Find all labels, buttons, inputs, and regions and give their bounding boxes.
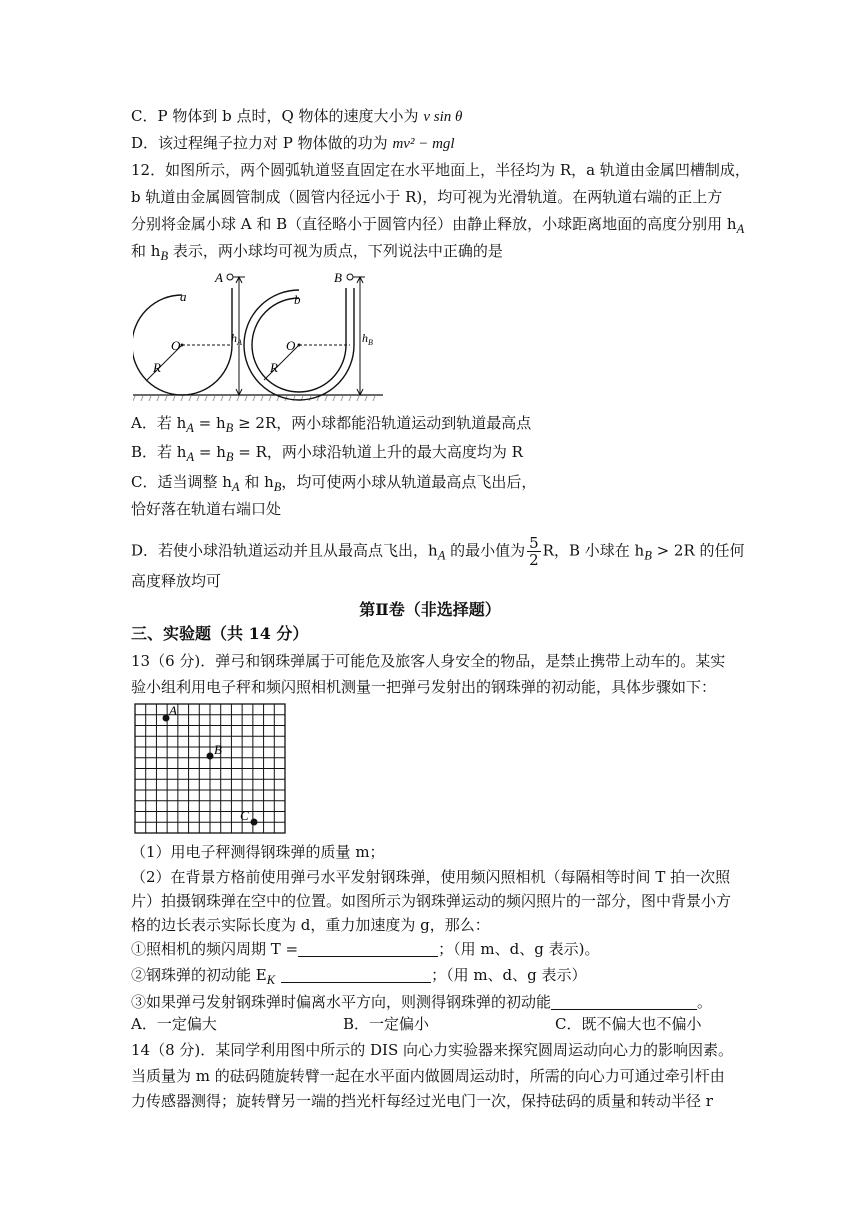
q13-sub3 — [131, 991, 712, 1013]
q12-option-d-2: 的最小值为 — [445, 541, 526, 560]
q12-option-b-1: B．若 h — [131, 443, 187, 461]
q12-option-c-2: 和 h — [239, 473, 274, 491]
part3-title: 三、实验题（共 14 分） — [131, 624, 309, 643]
q12-option-a-2: = h — [193, 414, 226, 432]
q11-option-d — [131, 132, 455, 155]
q12-stem-line4-sub: B — [160, 249, 169, 263]
q12-option-a-1: A．若 h — [131, 414, 187, 432]
q13-sub2-sub: K — [266, 973, 276, 987]
answer-blank-bias[interactable] — [551, 993, 697, 1010]
q12-fraction — [527, 535, 541, 568]
q13-sub1 — [131, 938, 599, 960]
q12-option-a-3: ≥ 2R，两小球都能沿轨道运动到轨道最高点 — [233, 414, 532, 432]
q12-option-a-sub2: B — [225, 421, 234, 435]
q12-option-c-3: ，均可使两小球从轨道最高点飞出后， — [281, 473, 537, 491]
grid-label-a: A — [169, 703, 177, 718]
q12-option-a-sub1: A — [186, 421, 194, 435]
grid-label-c: C — [240, 808, 249, 823]
q12-option-b-2: = h — [194, 443, 226, 461]
q12-stem-line1: 12．如图所示，两个圆弧轨道竖直固定在水平地面上，半径均为 R，a 轨道由金属凹槽制成， — [131, 161, 750, 179]
q14-stem-line3: 力传感器测得；旋转臂另一端的挡光杆每经过光电门一次，保持砝码的质量和转动半径 r — [131, 1092, 713, 1110]
q12-option-a — [131, 412, 531, 439]
label-hb-h: h — [362, 331, 368, 345]
choice-c: C．既不偏大也不偏小 — [555, 1015, 702, 1033]
q11-option-c-expr: v sin θ — [423, 109, 463, 125]
q11-option-d-text: D．该过程绳子拉力对 P 物体做的功为 — [131, 134, 388, 152]
q13-step2-line2: 片）拍摄钢珠弹在空中的位置。如图所示为钢珠弹运动的频闪照片的一部分，图中背景小方 — [131, 892, 732, 910]
grid-label-b: B — [214, 742, 222, 757]
q12-option-d-sub1: A — [437, 548, 446, 563]
q13-sub3-text: ③如果弹弓发射钢珠弹时偏离水平方向，则测得钢珠弹的初动能 — [131, 993, 552, 1011]
q12-option-b — [131, 441, 523, 468]
q12-option-d — [131, 535, 745, 568]
label-hb — [362, 331, 373, 347]
q12-option-b-sub1: A — [186, 450, 195, 464]
label-ha-sub: A — [237, 338, 242, 347]
q11-option-c-text: C．P 物体到 b 点时，Q 物体的速度大小为 — [131, 107, 419, 125]
q13-sub2-pre: ②钢珠弹的初动能 E — [131, 966, 267, 984]
label-r2: R — [270, 360, 278, 375]
answer-blank-energy[interactable] — [281, 966, 431, 983]
q13-sub2 — [131, 964, 587, 991]
q12-option-c-1: C．适当调整 h — [131, 473, 232, 491]
q12-option-d-1: D．若使小球沿轨道运动并且从最高点飞出，h — [131, 541, 438, 560]
label-r1: R — [153, 360, 161, 375]
q12-option-c-line2: 恰好落在轨道右端口处 — [131, 500, 282, 518]
label-o1: O — [171, 338, 181, 353]
q12-stem-line3-sub: A — [736, 222, 745, 236]
q12-stem-line4-pre: 和 h — [131, 242, 161, 260]
q13-stem-line1: 13（6 分)．弹弓和钢珠弹属于可能危及旅客人身安全的物品，是禁止携带上动车的。某实 — [131, 652, 726, 670]
answer-blank-period[interactable] — [298, 940, 438, 957]
q14-stem-line2: 当质量为 m 的砝码随旋转臂一起在水平面内做圆周运动时，所需的向心力可通过牵引杆由 — [131, 1067, 725, 1085]
q12-option-c-sub1: A — [231, 480, 240, 494]
label-o2: O — [286, 338, 296, 353]
q11-option-d-expr: mv² − mgl — [392, 136, 455, 152]
q14-stem-line1: 14（8 分)．某同学利用图中所示的 DIS 向心力实验器来探究圆周运动向心力的影响因素。 — [131, 1041, 734, 1059]
q12-stem-line3 — [131, 213, 744, 240]
choice-b: B．一定偏小 — [343, 1015, 430, 1033]
q12-option-c — [131, 471, 536, 498]
label-ball-b: B — [334, 270, 342, 285]
q12-stem-line3-text: 分别将金属小球 A 和 B（直径略小于圆管内径）由静止释放，小球距离地面的高度分别用 h — [131, 215, 737, 233]
q13-sub1-post: ；（用 m、d、g 表示)。 — [438, 940, 600, 958]
fraction-den: 2 — [529, 551, 539, 569]
label-b: b — [294, 292, 301, 307]
q13-stem-line2: 验小组利用电子秤和频闪照相机测量一把弹弓发射出的钢珠弹的初动能，具体步骤如下： — [131, 678, 717, 696]
choice-a: A．一定偏大 — [131, 1015, 217, 1033]
q13-grid-figure — [134, 703, 288, 835]
q12-track-figure — [133, 268, 383, 408]
q12-stem-line4 — [131, 240, 503, 267]
q12-option-b-sub2: B — [225, 450, 234, 464]
q13-step2-line1: （2）在背景方格前使用弹弓水平发射钢珠弹，使用频闪照相机（每隔相等时间 T 拍一次照 — [131, 868, 731, 886]
label-hb-sub: B — [368, 338, 373, 347]
q12-option-c-sub2: B — [273, 480, 282, 494]
label-ha — [231, 331, 242, 347]
q12-stem-line4-post: 表示，两小球均可视为质点，下列说法中正确的是 — [168, 242, 503, 260]
q12-option-d-sub2: B — [644, 548, 652, 563]
q13-sub1-pre: ①照相机的频闪周期 T = — [131, 940, 299, 958]
label-a: a — [180, 289, 187, 304]
fraction-num: 5 — [529, 534, 539, 552]
q12-stem-line2: b 轨道由金属圆管制成（圆管内径远小于 R)，均可视为光滑轨道。在两轨道右端的正上方 — [131, 188, 723, 206]
q12-option-d-4: > 2R 的任何 — [651, 541, 745, 560]
q13-sub3-end: 。 — [697, 993, 713, 1011]
q12-option-d-3: R，B 小球在 h — [542, 541, 645, 560]
q11-option-c — [131, 105, 462, 128]
label-ball-a: A — [215, 270, 223, 285]
section-title: 第Ⅱ卷（非选择题） — [359, 600, 501, 619]
q12-option-d-line2: 高度释放均可 — [131, 572, 222, 590]
label-ha-h: h — [231, 331, 237, 345]
q13-step2-line3: 格的边长表示实际长度为 d，重力加速度为 g，那么： — [131, 916, 490, 934]
q12-option-b-3: = R，两小球沿轨道上升的最大高度均为 R — [233, 443, 523, 461]
q13-sub2-post: ；（用 m、d、g 表示） — [431, 966, 587, 984]
q13-step1: （1）用电子秤测得钢珠弹的质量 m； — [131, 843, 385, 861]
